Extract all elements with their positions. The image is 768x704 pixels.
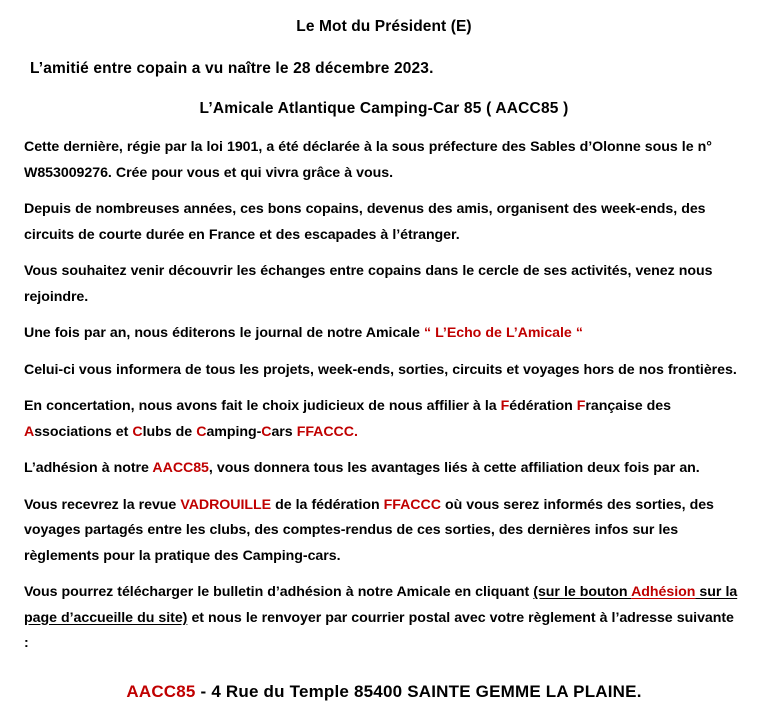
text-run-11: amping- (206, 423, 262, 440)
text-run-1: En concertation, nous avons fait le choix judicieux de nous affilier à la (24, 398, 501, 414)
address-street: 4 Rue du Temple 85400 SAINTE GEMME LA PLAINE. (211, 681, 642, 701)
page-title: Le Mot du Président (E) (296, 18, 472, 35)
paragraph-2 (22, 197, 746, 248)
paragraph-4-journal (22, 321, 746, 347)
text-run-3: Adhésion (631, 584, 696, 600)
text-run-1: Vous pourrez télécharger le bulletin d’adhésion à notre Amicale en cliquant (24, 584, 534, 600)
text-run-8: C (132, 423, 143, 440)
text-run-3: de la fédération (271, 496, 384, 513)
text-run-1: Cette dernière, régie par la loi 1901, a été déclarée à la sous préfecture des Sables d’Olonne sous le n° W853009276. Crée pour vous et qui vivra grâce à vous. (24, 139, 712, 181)
text-run-5: et nous le renvoyer par courrier postal avec votre règlement à l’adresse suivante : (24, 609, 734, 651)
text-run-4: sur la page d’accueille du site) (24, 584, 738, 626)
text-run-2: F (500, 398, 510, 414)
body-text (22, 119, 746, 657)
text-run-13: ars (271, 423, 297, 440)
text-run-4: F (576, 398, 586, 414)
text-run-14: FFACCC. (296, 423, 358, 440)
text-run-1: Depuis de nombreuses années, ces bons copains, devenus des amis, organisent des week-ends, des circuits de courte durée en France et des escapades à l’étranger. (24, 201, 706, 243)
text-run-2: VADROUILLE (180, 496, 272, 513)
text-run-1: Vous souhaitez venir découvrir les échanges entre copains dans le cercle de ses activités, venez nous rejoindre. (24, 263, 713, 305)
text-run-4: FFACCC (383, 496, 441, 513)
text-run-5: rançaise des (585, 398, 671, 414)
text-run-2: AACC85 (152, 460, 209, 476)
text-run-5: où vous serez informés des sorties, des voyages partagés entre les clubs, des comptes-rendus de ces sorties, des dernières infos sur les règlements pour la pratique des Camping-cars. (24, 496, 714, 564)
paragraph-7-adhesion (22, 456, 746, 482)
paragraph-6-federation (22, 394, 746, 445)
text-run-12: C (261, 423, 272, 440)
text-run-6: A (24, 423, 35, 440)
paragraph-1 (22, 135, 746, 186)
paragraph-5 (22, 358, 746, 384)
text-run-1: Celui-ci vous informera de tous les projets, week-ends, sorties, circuits et voyages hors de nos frontières. (24, 361, 737, 378)
paragraph-3 (22, 259, 746, 310)
text-run-10: C (196, 423, 207, 440)
text-run-3: , vous donnera tous les avantages liés à cette affiliation deux fois par an. (208, 460, 700, 476)
text-run-7: ssociations et (34, 423, 133, 440)
address-separator: - (195, 681, 212, 701)
text-run-9: lubs de (142, 423, 197, 440)
text-run-1: Une fois par an, nous éditerons le journal de notre Amicale (24, 325, 424, 341)
text-run-2: “ L’Echo de L’Amicale “ (423, 325, 583, 341)
subtitle-date: L’amitié entre copain a vu naître le 28 décembre 2023. (30, 60, 434, 77)
paragraph-9-download (22, 580, 746, 657)
text-run-2: (sur le bouton (533, 584, 632, 600)
paragraph-8-vadrouille (22, 493, 746, 570)
postal-address (22, 657, 746, 704)
text-run-1: Vous recevrez la revue (24, 496, 181, 513)
text-run-1: L’adhésion à notre (24, 460, 153, 476)
text-run-3: édération (509, 398, 577, 414)
organization-title: L’Amicale Atlantique Camping-Car 85 ( AACC85 ) (199, 100, 569, 117)
address-club-code: AACC85 (126, 681, 196, 701)
